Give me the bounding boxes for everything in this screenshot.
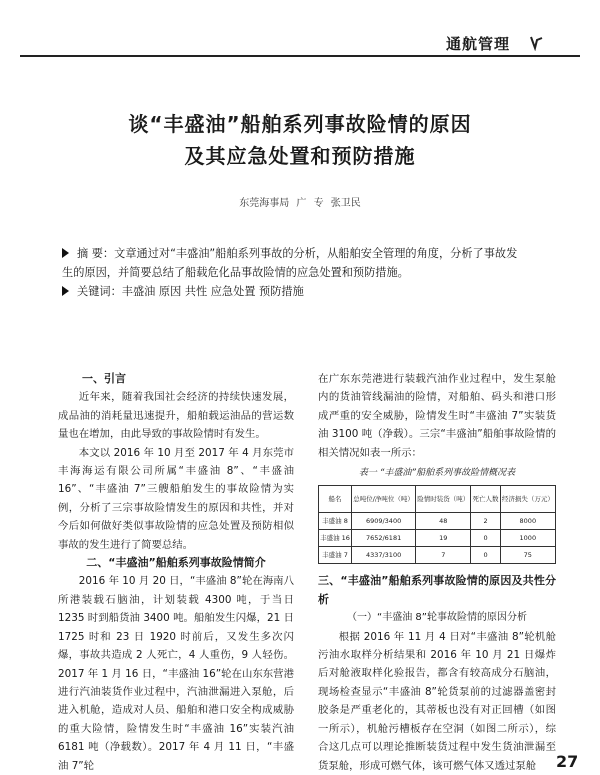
author-line: 东莞海事局 广 专 张卫民 [239,198,361,209]
paragraph: 近年来，随着我国社会经济的持续快速发展，成品油的消耗量迅速提升，船舶载运油品的营运数量也在增加，由此导致的事故险情时有发生。 [58,391,294,441]
pen-icon [528,35,544,51]
keywords-label: 关键词： [77,285,122,298]
table-header-cell: 险情时装货（吨） [416,486,471,513]
abstract-text-1: 文章通过对“丰盛油”船舶系列事故的分析，从船舶安全管理的角度，分析了事故发 [114,247,518,260]
keywords: 丰盛油 原因 共性 应急处置 预防措施 [121,285,304,298]
abstract-label: 摘 要： [77,247,115,260]
page-number: 27 [556,752,579,771]
table-row: 丰盛油 8 6909/3400 48 2 8000 [319,513,556,530]
paragraph: 根据 2016 年 11 月 4 日对“丰盛油 8”轮机舱污油水取样分析结果和 2016 年 10 月 21 日爆炸后对舱液取样化验报告，都含有较高成分石脑油，现场检查显示“丰盛油 8”轮货泵前的过滤器盖密封胶条是严重老化的，其蒂板也没有对正回槽（如图一所示），机舱污槽板存在空洞（如图二所示），综合这几点可以理论推断装货过程中发生货油泄漏至货泵舱，形成可燃气体，该可燃气体又透过泵舱 [318,630,556,772]
table-row: 丰盛油 7 4337/3100 7 0 75 [319,547,556,564]
table-caption: 表一 “丰盛油”船舶系列事故险情概况表 [358,468,516,479]
section-heading-1: 一、引言 [82,372,126,385]
section-heading-2: 二、“丰盛油”船舶系列事故险情简介 [86,556,266,570]
paragraph: 在广东东莞港进行装载汽油作业过程中，发生泵舱内的货油管线漏油的险情，对船舶、码头和港口形成严重的安全威胁，险情发生时“丰盛油 7”实装货油 3100 吨（净载）。三宗“丰盛油”船舶事故险情的相关情况如表一所示： [318,373,556,459]
right-column [318,370,556,775]
paragraph: 本文以 2016 年 10 月至 2017 年 4 月东莞市丰海海运有限公司所属“丰盛油 8”、“丰盛油 16”、“丰盛油 7”三艘船舶发生的事故险情为实例，分析了三宗事故险情发生的原因和共性，并对今后如何做好类似事故险情的应急处置及预防相似事故的发生进行了简要总结。 [58,446,294,551]
left-column [58,370,294,775]
article-title-line2: 及其应急处置和预防措施 [184,144,416,168]
table-header-cell: 死亡人数 [471,486,500,513]
table-header-cell: 经济损失（万元） [500,486,555,513]
section-heading-3: 三、“丰盛油”船舶系列事故险情的原因及共性分析 [318,574,556,606]
paragraph: 2016 年 10 月 20 日，“丰盛油 8”轮在海南八所港装载石脑油，计划装载 4300 吨，于当日 1235 时到船货油 3400 吨。船舶发生闪爆，21 日 1725 时和 23 日 1920 时前后，又发生多次闪爆，事故共造成 2 人死亡，4 人重伤，9 人轻伤。2017 年 1 月 16 日，“丰盛油 16”轮在山东东营港进行汽油装货作业过程中，汽油泄漏进入泵舱，后进入机舱，造成对人员、船舶和港口安全构成威胁的重大险情，险情发生时“丰盛油 16”实装汽油 6181 吨（净载数）。2017 年 4 月 11 日，“丰盛油 7”轮 [58,575,294,772]
header-rule [20,55,580,57]
article-title-line1: 谈“丰盛油”船舶系列事故险情的原因 [128,112,472,136]
abstract [62,244,572,301]
triangle-bullet-icon [62,286,69,296]
abstract-text-2: 生的原因，并简要总结了船载危化品事故险情的应急处置和预防措施。 [62,266,409,279]
table-header-cell: 船名 [319,486,352,513]
subsection-heading: （一）“丰盛油 8”轮事故险情的原因分析 [347,612,527,624]
triangle-bullet-icon [62,248,69,258]
accident-table [318,485,556,564]
table-header-cell: 总吨位/净吨位（吨） [352,486,416,513]
header-section-title: 通航管理 [446,35,511,53]
table-row: 丰盛油 16 7652/6181 19 0 1000 [319,530,556,547]
